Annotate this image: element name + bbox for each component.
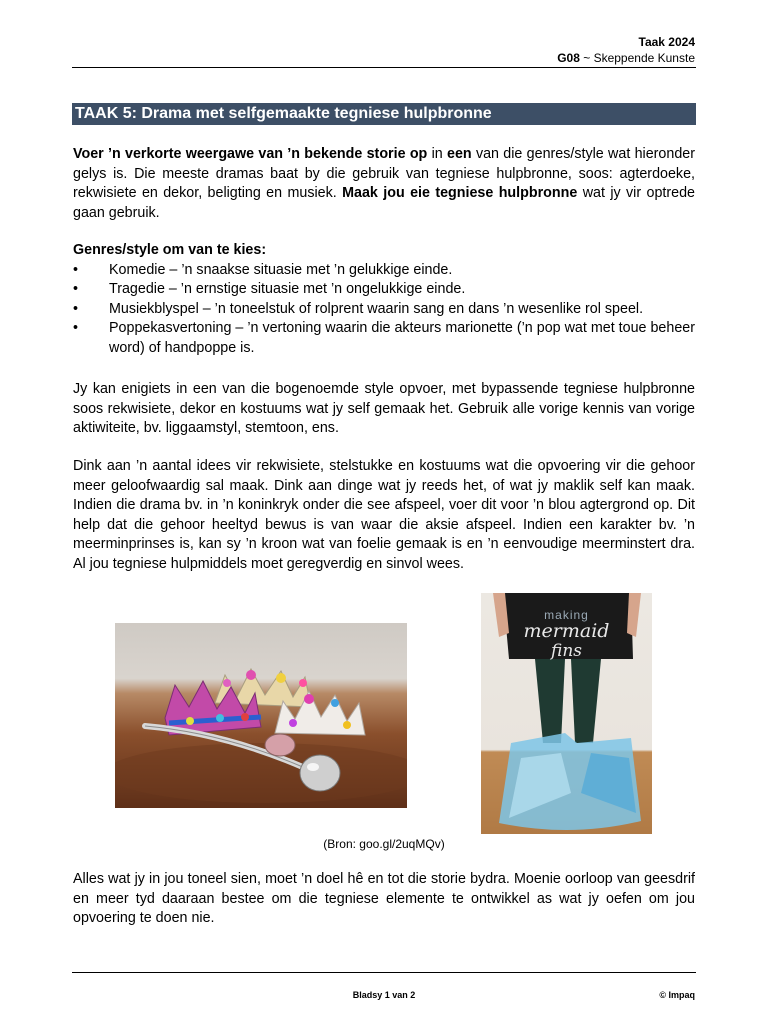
genre-text: Poppekasvertoning – ’n vertoning waarin die akteurs marionette (’n pop wat met toue beheer word) of handpoppe is. bbox=[109, 320, 695, 356]
header-subject: ~ Skeppende Kunste bbox=[583, 51, 695, 65]
intro-bold-3: Maak jou eie tegniese hulpbronne bbox=[342, 185, 578, 202]
intro-text-2: van die genres/style wat hieronder gelys is. Die meeste dramas baat by die gebruik van tegniese hulpbronne, soos: agterdoeke, rekwisiete en dekor, beligting en musiek. bbox=[73, 146, 695, 202]
intro-paragraph bbox=[73, 145, 695, 223]
crowns-illustration bbox=[115, 623, 407, 808]
intro-bold-1: Voer ’n verkorte weergawe van ’n bekende storie op bbox=[73, 146, 428, 162]
intro-bold-2: een bbox=[447, 146, 472, 162]
fins-photo-text-fins: fins bbox=[550, 641, 582, 661]
intro-text-1: in bbox=[427, 146, 448, 162]
bullet: • bbox=[73, 320, 79, 337]
footer-rule bbox=[72, 972, 696, 973]
page-number bbox=[0, 990, 768, 1000]
copyright: © Impaq bbox=[659, 990, 695, 1000]
genres-heading: Genres/style om van te kies: bbox=[73, 242, 267, 258]
page-total: 2 bbox=[410, 990, 416, 1000]
list-item bbox=[73, 300, 695, 320]
list-item bbox=[73, 280, 695, 300]
genre-text: Musiekblyspel – ’n toneelstuk of rolprent waarin sang en dans ’n wesenlike rol speel. bbox=[109, 300, 644, 317]
fins-photo-text-mermaid: mermaid bbox=[523, 620, 610, 642]
paragraph-ideas: Dink aan ’n aantal idees vir rekwisiete, stelstukke en kostuums wat die opvoering vir die gehoor meer geloofwaardig sal maak. Dink aan dinge wat jy reeds het, of wat jy maklik self kan maak. Indien die drama bv. in ’n koninkryk onder die see afspeel, voer dit voor ’n blou agtergrond op. Dit help dat die gehoor heeltyd bewus is van waar die aksie afspeel. Indien een karakter bv. ’n meerminprinses is, kan sy ’n kroon wat van foelie gemaak is en ’n eenvoudige meerminstert dra. Al jou tegniese hulpmiddels moet geregverdig en sinvol wees. bbox=[73, 458, 695, 572]
bullet: • bbox=[73, 261, 79, 278]
mermaid-fins-photo bbox=[481, 593, 652, 834]
list-item bbox=[73, 261, 695, 281]
header-task: Taak 2024 bbox=[638, 35, 695, 49]
paragraph-style-choice: Jy kan enigiets in een van die bogenoemde style opvoer, met bypassende tegniese hulpbronne soos rekwisiete, dekor en kostuums wat jy self gemaak het. Gebruik alle vorige kennis van vorige aktiwiteite, bv. liggaamstyl, stemtoon, ens. bbox=[73, 381, 695, 437]
page-header bbox=[557, 34, 695, 66]
crowns-photo bbox=[115, 623, 407, 808]
page-current: 1 bbox=[384, 990, 390, 1000]
list-item bbox=[73, 319, 695, 358]
task-title: TAAK 5: Drama met selfgemaakte tegniese hulpbronne bbox=[75, 105, 492, 122]
header-code: G08 bbox=[557, 51, 580, 65]
genre-text: Tragedie – ’n ernstige situasie met ’n ongelukkige einde. bbox=[109, 281, 466, 298]
fins-photo-text-making: making bbox=[544, 608, 589, 622]
page-prefix: Bladsy bbox=[352, 990, 385, 1000]
genres-list bbox=[73, 261, 695, 359]
bullet: • bbox=[73, 300, 79, 317]
paragraph-purpose: Alles wat jy in jou toneel sien, moet ’n doel hê en tot die storie bydra. Moenie oorloop van geesdrif en meer tyd daaraan bestee om die tegniese elemente te ontwikkel as wat jy oefen om jou opvoering te doen nie. bbox=[73, 871, 695, 927]
intro-text-3: wat jy vir optrede gaan gebruik. bbox=[73, 185, 695, 221]
genre-text: Komedie – ’n snaakse situasie met ’n gelukkige einde. bbox=[109, 261, 453, 278]
image-caption: (Bron: goo.gl/2uqMQv) bbox=[323, 837, 445, 851]
task-title-bar bbox=[72, 103, 696, 125]
header-rule bbox=[72, 67, 696, 68]
header-subject-line bbox=[557, 50, 695, 66]
page-mid: van bbox=[389, 990, 411, 1000]
genres-section bbox=[73, 241, 695, 359]
bullet: • bbox=[73, 281, 79, 298]
